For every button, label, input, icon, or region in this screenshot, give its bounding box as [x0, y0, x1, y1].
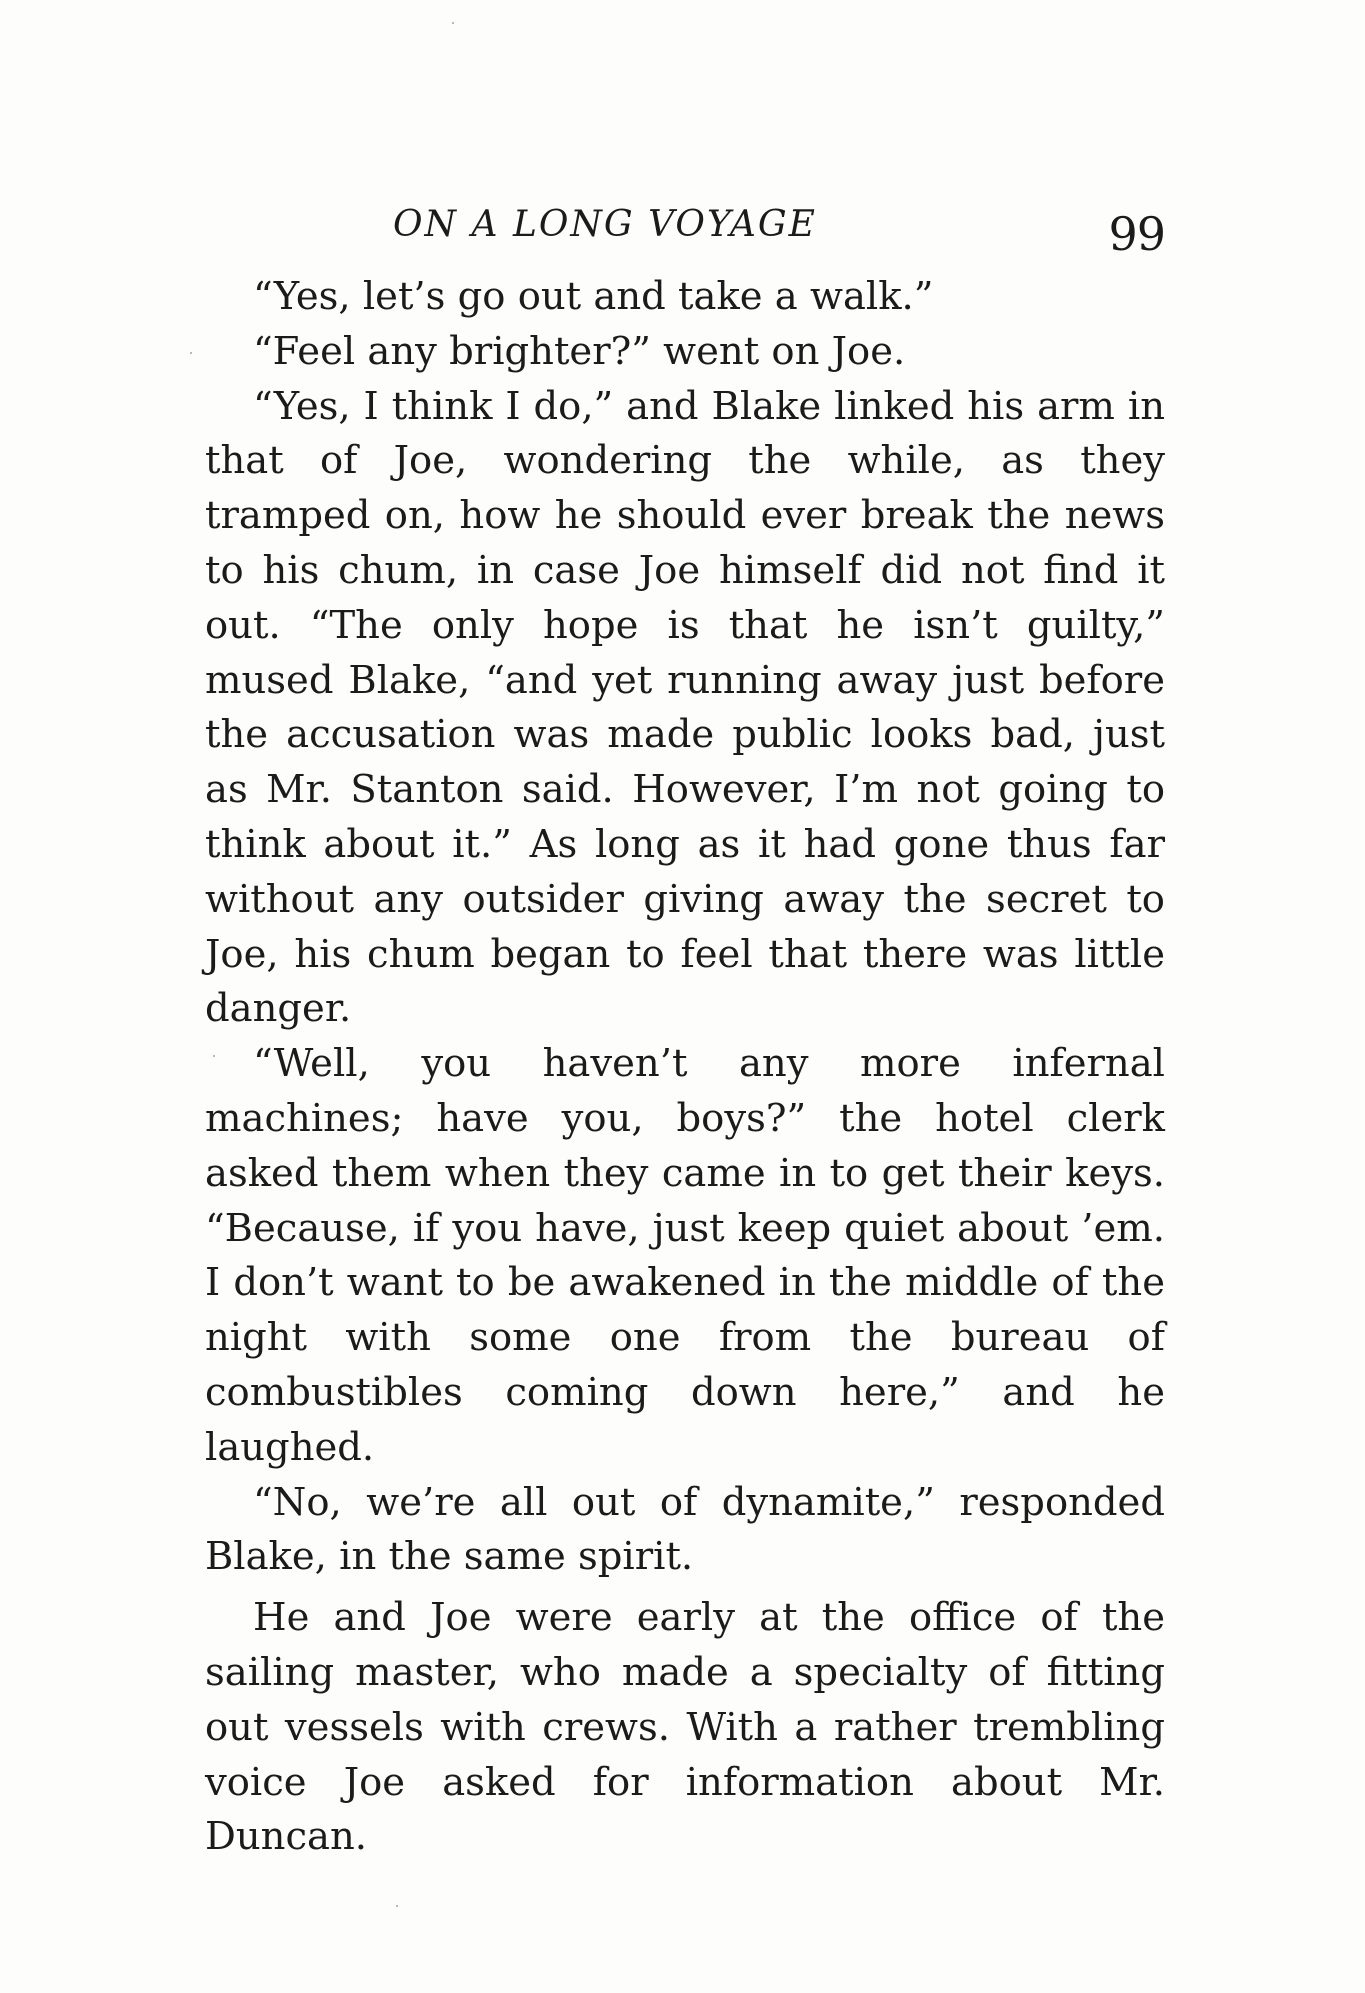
running-head [205, 205, 1165, 265]
paragraph: “Yes, I think I do,” and Blake linked his arm in that of Joe, wondering the while, as they tramped on, how he should ever break the news to his chum, in case Joe himself did not find it out. “The only hope is that he isn’t guilty,” mused Blake, “and yet running away just before the accusation was made public looks bad, just as Mr. Stanton said. However, I’m not going to think about it.” As long as it had gone thus far without any outsider giving away the secret to Joe, his chum began to feel that there was little danger. [205, 383, 1165, 1032]
paragraph: “Yes, let’s go out and take a walk.” [253, 274, 934, 319]
page-number: 99 [1108, 207, 1165, 261]
running-title: ON A LONG VOYAGE [393, 204, 817, 245]
paragraph: “No, we’re all out of dynamite,” responded Blake, in the same spirit. [205, 1479, 1165, 1580]
paper-speck [190, 352, 192, 354]
paragraph: He and Joe were early at the office of the sailing master, who made a specialty of fitting out vessels with crews. With a rather trembling voice Joe asked for information about Mr. Duncan. [205, 1595, 1165, 1860]
body-text [205, 270, 1165, 1865]
paper-speck [452, 22, 454, 24]
paragraph: “Feel any brighter?” went on Joe. [253, 328, 906, 374]
paragraph: “Well, you haven’t any more infernal machines; have you, boys?” the hotel clerk asked them when they came in to get their keys. “Because, if you have, just keep quiet about ’em. I don’t want to be awakened in the middle of the night with some one from the bureau of combustibles coming down here,” and he laughed. [205, 1041, 1165, 1470]
paper-speck [396, 1905, 398, 1907]
